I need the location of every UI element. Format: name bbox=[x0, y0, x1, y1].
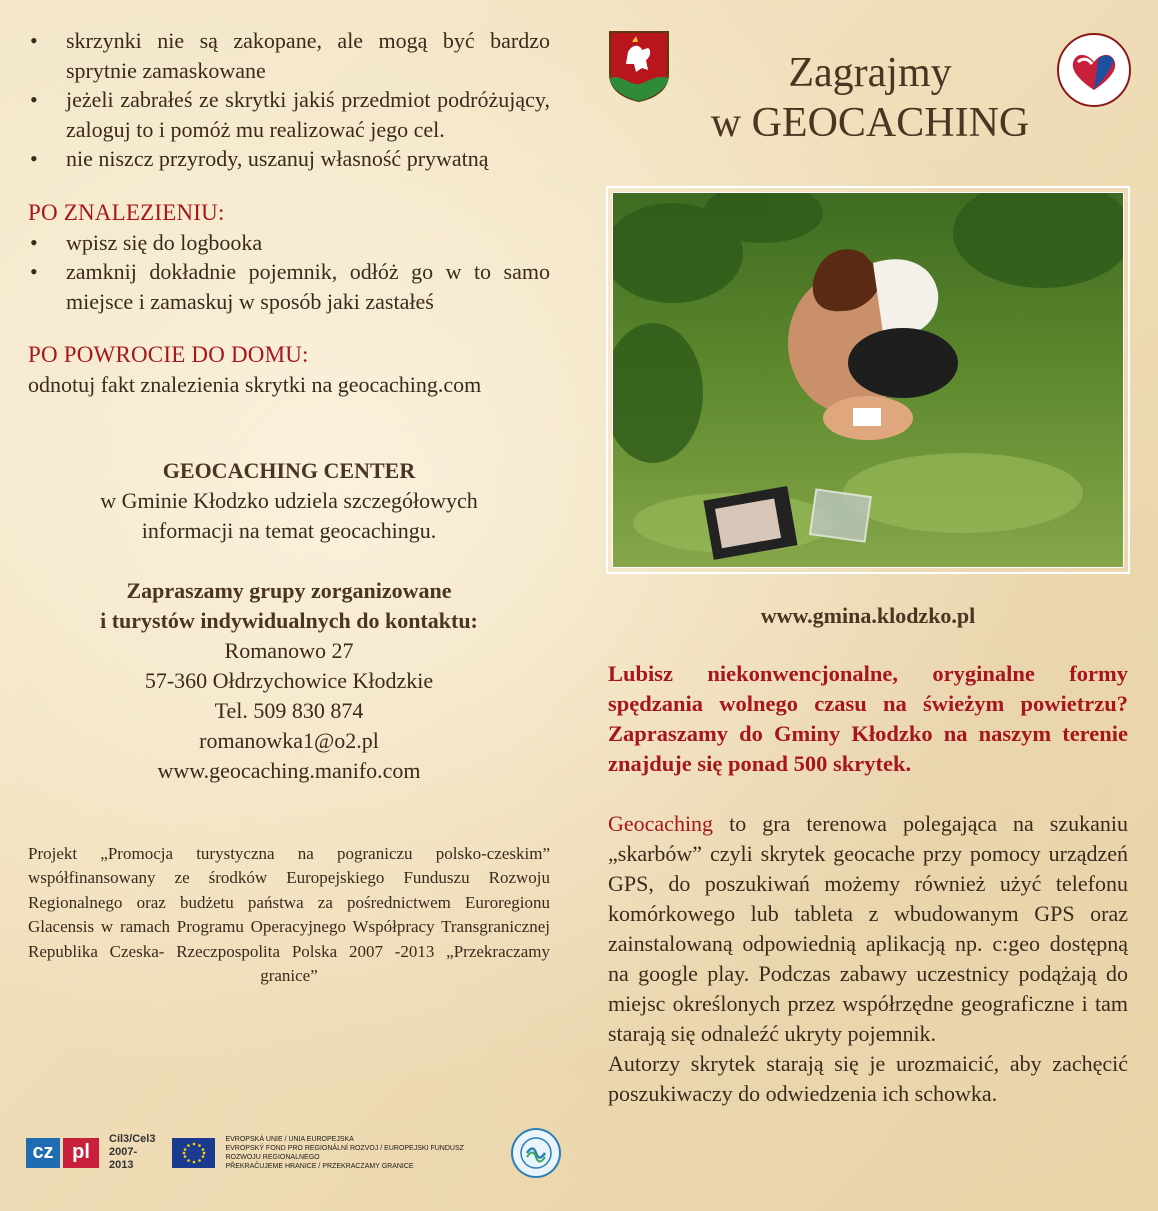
phone-number: Tel. 509 830 874 bbox=[214, 697, 364, 723]
website-link[interactable]: www.geocaching.manifo.com bbox=[157, 757, 421, 783]
contact-block bbox=[28, 576, 550, 786]
back-home-text bbox=[28, 370, 550, 400]
address-line: Romanowo 27 bbox=[224, 637, 354, 663]
description-text: to gra terenowa polegająca na szukaniu „skarbów” czyli skrytek geocache przy pomocy urządzeń GPS, do poszukiwań możemy również użyć telefonu komórkowego lub tableta z wbudowanym GPS oraz zainstalowaną odpowiednią aplikacją np. c:geo dostępną na google play. Podczas zabawy uczestnicy podążają do miejsc określonych przez współrzędne geograficzne i tam starają się odnaleźć ukryty pojemnik. bbox=[608, 811, 1128, 1046]
cz-mark: cz bbox=[26, 1138, 60, 1168]
description-closing: Autorzy skrytek starają się je urozmaicić, aby zachęcić poszukiwaczy do odwiedzenia ich schowka. bbox=[608, 1051, 1128, 1106]
eu-text-line: EVROPSKÁ UNIE / UNIA EUROPEJSKA bbox=[225, 1135, 354, 1143]
czpl-logo bbox=[26, 1138, 99, 1168]
invite-line: Zapraszamy grupy zorganizowane bbox=[126, 577, 452, 603]
title-line: Zagrajmy bbox=[788, 50, 952, 96]
pl-mark: pl bbox=[63, 1138, 99, 1168]
eu-text-line: EVROPSKÝ FOND PRO REGIONÁLNÍ ROZVOJ / EUROPEJSKI FUNDUSZ ROZWOJU REGIONALNEGO bbox=[225, 1144, 464, 1161]
geocaching-site-link[interactable]: geocaching.com bbox=[337, 372, 482, 397]
sponsor-logos bbox=[26, 1130, 561, 1175]
coat-of-arms-icon bbox=[608, 30, 670, 102]
title-line: w GEOCACHING bbox=[710, 100, 1030, 146]
euroregion-glacensis-logo bbox=[511, 1128, 561, 1178]
intro-paragraph: Lubisz niekonwencjonalne, oryginalne formy spędzania wolnego czasu na świeżym powietrzu? Zapraszamy do Gminy Kłodzko na naszym terenie znajduje się ponad 500 skrytek. bbox=[608, 661, 1128, 776]
rules-list bbox=[28, 26, 550, 174]
gmina-website-link[interactable]: www.gmina.klodzko.pl bbox=[760, 603, 976, 628]
list-item: • wpisz się do logbooka bbox=[28, 228, 550, 258]
geocaching-description bbox=[608, 809, 1128, 1109]
cz-pl-heart-badge-icon bbox=[1056, 32, 1132, 108]
back-home-sentence: odnotuj fakt znalezienia skrytki na bbox=[28, 372, 338, 397]
after-finding-list bbox=[28, 228, 550, 317]
programme-name: Cíl3/Cel3 bbox=[109, 1133, 156, 1145]
heading-after-finding: PO ZNALEZIENIU: bbox=[28, 199, 225, 225]
geocaching-center-block bbox=[28, 456, 550, 546]
heading-back-home: PO POWROCIE DO DOMU: bbox=[28, 342, 309, 367]
address-line: 57-360 Ołdrzychowice Kłodzkie bbox=[144, 667, 434, 693]
list-item: • skrzynki nie są zakopane, ale mogą być bardzo sprytnie zamaskowane bbox=[28, 26, 550, 85]
center-line: w Gminie Kłodzko udziela szczegółowych bbox=[100, 487, 478, 513]
eu-text-line: PŘEKRAČUJEME HRANICE / PRZEKRACZAMY GRANICE bbox=[225, 1162, 414, 1170]
list-item: • nie niszcz przyrody, uszanuj własność prywatną bbox=[28, 144, 550, 174]
email-link[interactable]: romanowka1@o2.pl bbox=[199, 727, 379, 753]
list-item: • jeżeli zabrałeś ze skrytki jakiś przedmiot podróżujący, zaloguj to i pomóż mu realizować jego cel. bbox=[28, 85, 550, 144]
programme-years: 2007-2013 bbox=[109, 1146, 138, 1171]
center-title: GEOCACHING CENTER bbox=[162, 457, 416, 483]
page-title bbox=[690, 48, 1050, 148]
invite-line: i turystów indywidualnych do kontaktu: bbox=[100, 607, 478, 633]
geocaching-photo bbox=[606, 186, 1130, 574]
geocaching-term: Geocaching bbox=[608, 811, 714, 836]
eu-flag-icon bbox=[172, 1138, 216, 1168]
left-panel bbox=[28, 26, 550, 989]
photo-illustration bbox=[613, 193, 1124, 568]
programme-logo bbox=[109, 1133, 162, 1172]
list-item: • zamknij dokładnie pojemnik, odłóż go w to samo miejsce i zamaskuj w sposób jaki zastałeś bbox=[28, 257, 550, 316]
eu-funding-text bbox=[225, 1135, 501, 1171]
center-line: informacji na temat geocachingu. bbox=[141, 517, 437, 543]
project-note: Projekt „Promocja turystyczna na pograniczu polsko-czeskim” współfinansowany ze środków Europejskiego Funduszu Rozwoju Regionalnego oraz budżetu państwa za pośrednictwem Euroregionu Glacensis w ramach Programu Operacyjnego Współpracy Transgranicznej Republika Czeska- Rzeczpospolita Polska 2007 -2013 „Przekraczamy granice” bbox=[28, 843, 550, 985]
